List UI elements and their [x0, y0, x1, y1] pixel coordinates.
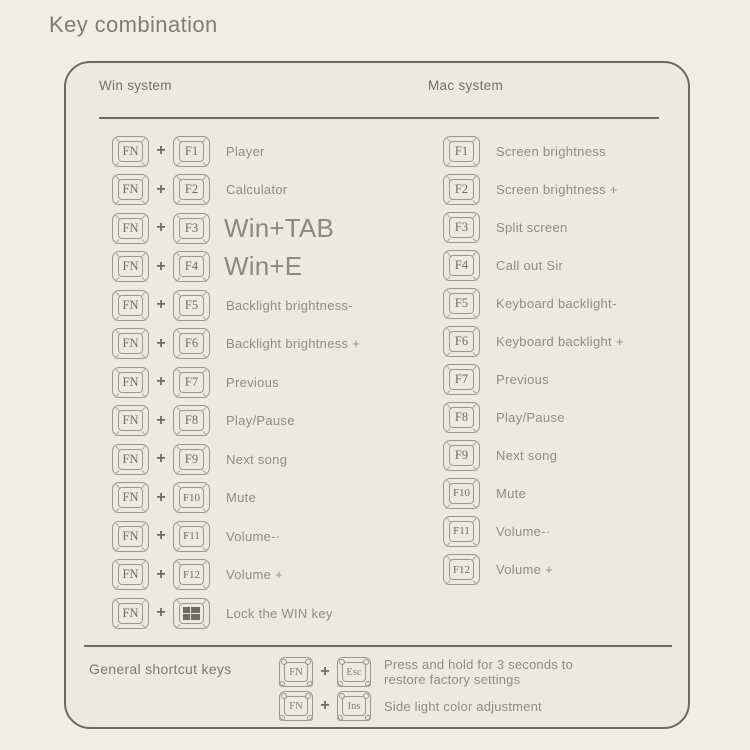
key-f4	[173, 251, 210, 282]
win-shortcut-row	[112, 248, 360, 287]
shortcut-label: Previous	[496, 371, 549, 387]
plus-sign: +	[320, 697, 330, 714]
mac-shortcut-row	[443, 322, 624, 360]
plus-sign: +	[156, 488, 166, 506]
shortcut-label: Volume-·	[226, 528, 281, 544]
mac-shortcut-row	[443, 512, 624, 550]
shortcut-label: Backlight brightness +	[226, 336, 361, 352]
plus-sign: +	[156, 373, 166, 391]
key-fn	[279, 691, 313, 721]
mac-shortcut-row	[443, 246, 624, 284]
key-f6	[173, 328, 210, 359]
plus-sign: +	[156, 450, 166, 468]
shortcut-label: Screen brightness +	[496, 181, 618, 197]
keycap-label: F4	[449, 255, 474, 276]
keycap-label: F9	[449, 445, 474, 466]
key-fn	[112, 136, 149, 167]
keycap-label: Ins	[342, 696, 366, 716]
plus-sign: +	[156, 527, 166, 545]
keycap-label: F4	[179, 256, 204, 277]
keycap-label: F11	[179, 526, 204, 547]
keycap-label: FN	[284, 696, 308, 716]
key-f1	[173, 136, 210, 167]
general-shortcut-row	[279, 689, 604, 723]
key-f8	[443, 402, 480, 433]
keycap-label: F2	[449, 179, 474, 200]
win-shortcut-row	[112, 479, 360, 518]
general-rows	[279, 655, 604, 723]
keycap-label: F8	[449, 407, 474, 428]
win-shortcut-row	[112, 171, 360, 210]
keycap-label: F1	[179, 141, 204, 162]
keycap-label: Esc	[342, 662, 366, 682]
general-section-divider	[84, 645, 672, 647]
key-f7	[443, 364, 480, 395]
key-f1	[443, 136, 480, 167]
keycap-label: FN	[118, 256, 143, 277]
keycap-label: FN	[118, 218, 143, 239]
mac-shortcut-row	[443, 208, 624, 246]
key-f12	[173, 559, 210, 590]
page-title: Key combination	[49, 12, 218, 37]
plus-sign: +	[156, 334, 166, 352]
mac-shortcut-row	[443, 436, 624, 474]
plus-sign: +	[156, 604, 166, 622]
mac-system-header: Mac system	[428, 78, 504, 93]
general-shortcut-keys-header: General shortcut keys	[89, 661, 232, 677]
keycap-label: FN	[118, 526, 143, 547]
key-f9	[173, 444, 210, 475]
keycap-label: F11	[449, 521, 474, 542]
shortcut-label: Press and hold for 3 seconds to restore factory settings	[384, 657, 574, 687]
win-shortcut-row	[112, 132, 360, 171]
shortcut-label: Keyboard backlight +	[496, 333, 624, 349]
mac-shortcut-row	[443, 284, 624, 322]
keycap-label: F3	[179, 218, 204, 239]
key-f7	[173, 367, 210, 398]
shortcut-label: Player	[226, 143, 265, 159]
mac-shortcut-row	[443, 474, 624, 512]
keycap-label: FN	[118, 410, 143, 431]
shortcut-label: Volume +	[226, 567, 283, 583]
keycap-label: FN	[118, 141, 143, 162]
windows-logo-icon	[183, 607, 200, 620]
shortcut-label: Screen brightness	[496, 143, 606, 159]
win-rows	[112, 132, 360, 633]
win-shortcut-row	[112, 594, 360, 633]
mac-shortcut-row	[443, 360, 624, 398]
key-f6	[443, 326, 480, 357]
general-shortcut-row	[279, 655, 604, 689]
keycap-label: F1	[449, 141, 474, 162]
shortcut-label: Volume +	[496, 562, 553, 578]
key-fn	[112, 174, 149, 205]
shortcut-label: Mute	[496, 485, 527, 501]
shortcut-label: Split screen	[496, 219, 568, 235]
win-shortcut-row	[112, 517, 360, 556]
mac-shortcut-row	[443, 170, 624, 208]
shortcut-label: Next song	[496, 447, 558, 463]
key-ins	[337, 691, 371, 721]
keycap-label: FN	[118, 487, 143, 508]
key-f11	[173, 521, 210, 552]
key-fn	[112, 405, 149, 436]
plus-sign: +	[156, 219, 166, 237]
plus-sign: +	[156, 180, 166, 198]
key-fn	[112, 367, 149, 398]
key-fn	[112, 444, 149, 475]
keycap-label: F7	[179, 372, 204, 393]
plus-sign: +	[156, 296, 166, 314]
plus-sign: +	[320, 663, 330, 680]
key-f3	[443, 212, 480, 243]
shortcut-label: Volume-·	[496, 523, 551, 539]
key-fn	[112, 290, 149, 321]
shortcut-label: Keyboard backlight-	[496, 295, 617, 311]
keycap-label: F6	[179, 333, 204, 354]
key-f10	[173, 482, 210, 513]
key-f2	[173, 174, 210, 205]
shortcut-label: Play/Pause	[496, 409, 565, 425]
key-fn	[112, 598, 149, 629]
win-shortcut-row	[112, 556, 360, 595]
keycap-label: FN	[118, 372, 143, 393]
shortcut-label: Next song	[226, 451, 288, 467]
key-f2	[443, 174, 480, 205]
key-fn	[112, 482, 149, 513]
shortcut-label: Side light color adjustment	[384, 698, 542, 714]
win-shortcut-row	[112, 402, 360, 441]
keycap-label: F7	[449, 369, 474, 390]
key-windows-logo	[173, 598, 210, 629]
keycap-label: F5	[449, 293, 474, 314]
keycap-label: F5	[179, 295, 204, 316]
key-f4	[443, 250, 480, 281]
keycap-label: FN	[118, 295, 143, 316]
keycap-label	[179, 603, 204, 624]
shortcut-panel	[64, 61, 690, 729]
shortcut-label: Win+E	[224, 251, 303, 282]
plus-sign: +	[156, 411, 166, 429]
shortcut-label: Mute	[226, 490, 257, 506]
keycap-label: FN	[118, 603, 143, 624]
shortcut-label: Backlight brightness-	[226, 297, 353, 313]
shortcut-label: Calculator	[226, 182, 288, 198]
keycap-label: F3	[449, 217, 474, 238]
keycap-label: F8	[179, 410, 204, 431]
keycap-label: FN	[118, 449, 143, 470]
key-f8	[173, 405, 210, 436]
keycap-label: FN	[118, 333, 143, 354]
keycap-label: F6	[449, 331, 474, 352]
plus-sign: +	[156, 565, 166, 583]
plus-sign: +	[156, 257, 166, 275]
key-f12	[443, 554, 480, 585]
key-fn	[112, 251, 149, 282]
key-fn	[112, 559, 149, 590]
key-fn	[112, 213, 149, 244]
key-f5	[443, 288, 480, 319]
mac-shortcut-row	[443, 398, 624, 436]
keycap-label: F10	[179, 487, 204, 508]
keycap-label: F2	[179, 179, 204, 200]
mac-shortcut-row	[443, 132, 624, 170]
key-f5	[173, 290, 210, 321]
win-shortcut-row	[112, 325, 360, 364]
key-f10	[443, 478, 480, 509]
key-f9	[443, 440, 480, 471]
keycap-label: F9	[179, 449, 204, 470]
plus-sign: +	[156, 142, 166, 160]
keycap-label: FN	[118, 564, 143, 585]
win-shortcut-row	[112, 440, 360, 479]
win-shortcut-row	[112, 363, 360, 402]
keycap-label: F12	[449, 559, 474, 580]
key-esc	[337, 657, 371, 687]
win-shortcut-row	[112, 209, 360, 248]
mac-rows	[443, 132, 624, 589]
shortcut-label: Play/Pause	[226, 413, 295, 429]
keycap-label: F12	[179, 564, 204, 585]
keycap-label: F10	[449, 483, 474, 504]
shortcut-label: Win+TAB	[224, 212, 334, 243]
keycap-label: FN	[118, 179, 143, 200]
key-fn	[112, 328, 149, 359]
mac-shortcut-row	[443, 551, 624, 589]
keycap-label: FN	[284, 662, 308, 682]
header-divider	[99, 117, 659, 119]
win-system-header: Win system	[99, 78, 172, 93]
key-f3	[173, 213, 210, 244]
key-fn	[279, 657, 313, 687]
key-f11	[443, 516, 480, 547]
shortcut-label: Lock the WIN key	[226, 605, 333, 621]
win-shortcut-row	[112, 286, 360, 325]
shortcut-label: Call out Sir	[496, 257, 564, 273]
shortcut-label: Previous	[226, 374, 279, 390]
key-fn	[112, 521, 149, 552]
